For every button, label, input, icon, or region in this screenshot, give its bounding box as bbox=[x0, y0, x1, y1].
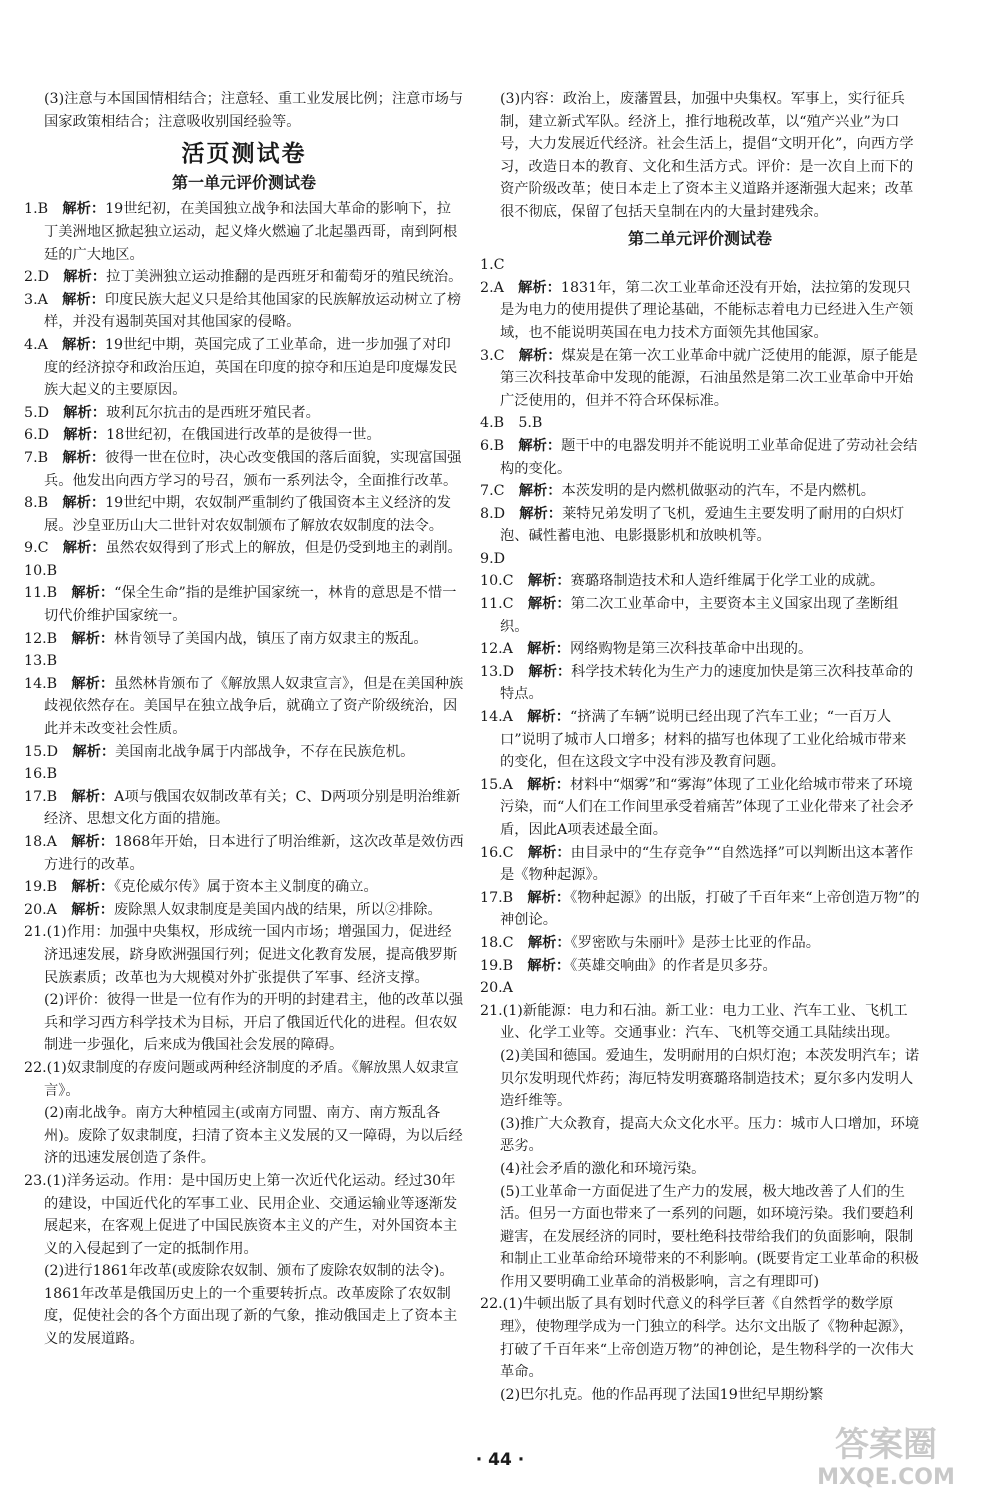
jiexi-label: 解析： bbox=[527, 844, 571, 861]
question-number: 21. bbox=[480, 1002, 503, 1019]
answer-number: 8.D bbox=[480, 505, 506, 522]
answer-item bbox=[480, 435, 920, 480]
answer-number: 6.B bbox=[480, 437, 505, 454]
answer-explanation: 19世纪中期，英国完成了工业革命，进一步加强了对印度的经济掠夺和政治压迫，英国在印度的掠夺和压迫是印度爆发民族大起义的主要原因。 bbox=[44, 336, 458, 399]
jiexi-label: 解析： bbox=[527, 934, 571, 951]
answer-explanation: 莱特兄弟发明了飞机，爱迪生主要发明了耐用的白炽灯泡、碱性蓄电池、电影摄影机和放映机等。 bbox=[500, 505, 905, 545]
answer-item bbox=[24, 582, 464, 627]
answer-number: 20.A bbox=[480, 980, 513, 997]
answer-explanation: A项与俄国农奴制改革有关；C、D两项分别是明治维新经济、思想文化方面的措施。 bbox=[44, 788, 461, 828]
answer-item bbox=[480, 345, 920, 413]
jiexi-label: 解析： bbox=[518, 279, 561, 296]
answer-item bbox=[480, 977, 920, 1000]
answer-item bbox=[480, 887, 920, 932]
question-part bbox=[480, 1113, 920, 1158]
answer-explanation: 题干中的电器发明并不能说明工业革命促进了劳动社会结构的变化。 bbox=[500, 437, 918, 477]
answer-number: 12.A bbox=[480, 641, 513, 658]
question-part bbox=[24, 1057, 464, 1102]
answer-explanation: 《英雄交响曲》的作者是贝多芬。 bbox=[570, 957, 777, 974]
answer-number: 4.A bbox=[24, 336, 48, 353]
answer-item bbox=[24, 899, 464, 922]
answer-item bbox=[24, 650, 464, 673]
answer-explanation: “挤满了车辆”说明已经出现了汽车工业；“一百万人口”说明了城市人口增多；材料的描写也体现了工业化给城市带来的变化，但在这段文字中没有涉及教育问题。 bbox=[500, 709, 907, 771]
answer-explanation: “保全生命”指的是维护国家统一，林肯的意思是不惜一切代价维护国家统一。 bbox=[44, 585, 457, 625]
jiexi-label: 解析： bbox=[518, 437, 562, 454]
answer-number: 10.C bbox=[480, 573, 514, 590]
jiexi-label: 解析： bbox=[527, 776, 570, 793]
unit2-answer-list bbox=[480, 254, 920, 1000]
answer-item bbox=[24, 424, 464, 447]
answer-number: 7.B bbox=[24, 449, 49, 466]
answer-explanation: 林肯领导了美国内战，镇压了南方奴隶主的叛乱。 bbox=[114, 630, 428, 647]
page-number: · 44 · bbox=[475, 1450, 525, 1470]
answer-number: 15.A bbox=[480, 776, 513, 793]
answer-item bbox=[480, 254, 920, 277]
jiexi-label: 解析： bbox=[518, 483, 562, 500]
answer-item bbox=[480, 503, 920, 548]
answer-explanation: 《罗密欧与朱丽叶》是莎士比亚的作品。 bbox=[570, 934, 820, 951]
question-part bbox=[480, 1181, 920, 1294]
answer-item bbox=[480, 593, 920, 638]
jiexi-label: 解析： bbox=[528, 663, 572, 680]
jiexi-label: 解析： bbox=[62, 201, 106, 218]
jiexi-label: 解析： bbox=[71, 630, 115, 647]
question-number: 22. bbox=[24, 1059, 47, 1076]
answer-number: 2.A bbox=[480, 279, 504, 296]
jiexi-label: 解析： bbox=[62, 336, 105, 353]
answer-item bbox=[480, 570, 920, 593]
answer-number: 18.A bbox=[24, 834, 57, 850]
left-column bbox=[24, 88, 464, 1351]
question-part bbox=[480, 1158, 920, 1181]
answer-explanation: 网络购物是第三次科技革命中出现的。 bbox=[569, 641, 813, 658]
jiexi-label: 解析： bbox=[71, 901, 114, 918]
answer-number: 16.B bbox=[24, 766, 58, 783]
answer-explanation: 玻利瓦尔抗击的是西班牙殖民者。 bbox=[106, 404, 320, 421]
jiexi-label: 解析： bbox=[527, 641, 570, 658]
answer-explanation: 《克伦威尔传》属于资本主义制度的确立。 bbox=[114, 879, 378, 896]
answer-item bbox=[480, 412, 920, 435]
question-number: 22. bbox=[480, 1296, 503, 1313]
jiexi-label: 解析： bbox=[62, 291, 105, 308]
answer-explanation: 材料中“烟雾”和“雾海”体现了工业化给城市带来了环境污染，而“人们在工作间里承受着痛苦”体现了工业化带来了社会矛盾，因此A项表述最全面。 bbox=[500, 776, 914, 838]
answer-explanation: 本茨发明的是内燃机做驱动的汽车，不是内燃机。 bbox=[561, 483, 876, 500]
answer-explanation: 赛璐珞制造技术和人造纤维属于化学工业的成就。 bbox=[570, 573, 885, 590]
jiexi-label: 解析： bbox=[71, 585, 115, 602]
jiexi-label: 解析： bbox=[527, 889, 571, 906]
answer-explanation: 18世纪初，在俄国进行改革的是彼得一世。 bbox=[106, 427, 381, 444]
answer-number: 2.D bbox=[24, 269, 50, 286]
unit1-q23 bbox=[24, 1170, 464, 1351]
answer-item bbox=[480, 277, 920, 345]
question-part bbox=[480, 1293, 920, 1383]
answer-explanation: 煤炭是在第一次工业革命中就广泛使用的能源，原子能是第三次科技革命中发现的能源，石油虽然是第二次工业革命中开始广泛使用的，但并不符合环保标准。 bbox=[500, 347, 918, 409]
jiexi-label: 解析： bbox=[62, 449, 106, 466]
question-part bbox=[480, 1045, 920, 1113]
answer-item bbox=[480, 638, 920, 661]
answer-number: 9.C bbox=[24, 540, 49, 557]
answer-explanation: 彼得一世在位时，决心改变俄国的落后面貌，实现富国强兵。他发出向西方学习的号召，颁布一系列法令，全面推行改革。 bbox=[44, 449, 462, 489]
jiexi-label: 解析： bbox=[71, 675, 115, 692]
watermark-line1: 答案圈 bbox=[835, 1425, 937, 1465]
answer-item bbox=[24, 876, 464, 899]
jiexi-label: 解析： bbox=[527, 596, 571, 613]
answer-explanation: 拉丁美洲独立运动推翻的是西班牙和葡萄牙的殖民统治。 bbox=[106, 269, 463, 286]
answer-item bbox=[24, 831, 464, 876]
answer-explanation: 虽然林肯颁布了《解放黑人奴隶宣言》，但是在美国种族歧视依然存在。美国早在独立战争后，就确立了资产阶级统治，因此并未改变社会性质。 bbox=[44, 675, 464, 738]
question-part bbox=[24, 1170, 464, 1260]
answer-number: 16.C bbox=[480, 844, 514, 861]
left-intro: (3)注意与本国国情相结合；注意轻、重工业发展比例；注意市场与国家政策相结合；注意吸收别国经验等。 bbox=[44, 91, 464, 130]
answer-number: 20.A bbox=[24, 901, 57, 918]
answer-item bbox=[24, 763, 464, 786]
answer-item bbox=[480, 548, 920, 571]
answer-item bbox=[480, 955, 920, 978]
question-part-text: (2)评价：彼得一世是一位有作为的开明的封建君主，他的改革以强兵和学习西方科学技术为目标，开启了俄国近代化的进程。但农奴制进一步强化，后来成为俄国社会发展的障碍。 bbox=[44, 992, 464, 1054]
answer-number: 8.B bbox=[24, 495, 49, 512]
question-part-text: (1)作用：加强中央集权，形成统一国内市场；增强国力，促进经济迅速发展，跻身欧洲强国行列；促进文化教育发展，提高俄罗斯民族素质；改革也为大规模对外扩张提供了军事、经济支撑。 bbox=[44, 924, 458, 986]
unit1-q21 bbox=[24, 921, 464, 1057]
answer-number: 4.B 5.B bbox=[480, 415, 543, 432]
question-part-text: (3)推广大众教育，提高大众文化水平。压力：城市人口增加，环境恶劣。 bbox=[500, 1115, 920, 1155]
answer-explanation: 印度民族大起义只是给其他国家的民族解放运动树立了榜样，并没有遏制英国对其他国家的侵略。 bbox=[44, 291, 462, 331]
question-part-text: (1)新能源：电力和石油。新工业：电力工业、汽车工业、飞机工业、化学工业等。交通事业：汽车、飞机等交通工具陆续出现。 bbox=[500, 1002, 908, 1042]
answer-number: 12.B bbox=[24, 630, 58, 647]
jiexi-label: 解析： bbox=[63, 427, 107, 444]
answer-number: 6.D bbox=[24, 427, 50, 444]
answer-item bbox=[24, 786, 464, 831]
answer-item bbox=[480, 706, 920, 774]
answer-number: 3.C bbox=[480, 347, 505, 364]
answer-item bbox=[24, 741, 464, 764]
question-number: 23. bbox=[24, 1172, 47, 1189]
question-part bbox=[24, 1260, 464, 1350]
question-part-text: (1)牛顿出版了具有划时代意义的科学巨著《自然哲学的数学原理》，使物理学成为一门独立的科学。达尔文出版了《物种起源》，打破了千百年来“上帝创造万物”的神创论，是生物科学的一次伟大革命。 bbox=[500, 1296, 914, 1381]
jiexi-label: 解析： bbox=[527, 957, 571, 974]
jiexi-label: 解析： bbox=[71, 834, 114, 850]
answer-number: 17.B bbox=[480, 889, 514, 906]
unit1-q22 bbox=[24, 1057, 464, 1170]
answer-number: 18.C bbox=[480, 934, 514, 951]
jiexi-label: 解析： bbox=[527, 573, 571, 590]
question-part-text: (1)奴隶制度的存废问题或两种经济制度的矛盾。《解放黑人奴隶宣言》。 bbox=[44, 1059, 459, 1099]
question-part-text: (5)工业革命一方面促进了生产力的发展，极大地改善了人们的生活。但另一方面也带来了一系列的问题，如环境污染。我们要趋利避害，在发展经济的同时，要杜绝科技带给我们的负面影响，限制和制止工业革命给环境带来的不利影响。(既要肯定工业革命的积极作用又要明确工业革命的消极影响，言之有理即可) bbox=[500, 1183, 919, 1290]
jiexi-label: 解析： bbox=[518, 347, 562, 364]
answer-explanation: 1831年，第二次工业革命还没有开始，法拉第的发现只是为电力的使用提供了理论基础，不能标志着电力已经进入生产领域，也不能说明英国在电力技术方面领先其他国家。 bbox=[500, 279, 914, 341]
question-number: 21. bbox=[24, 924, 47, 941]
right-column bbox=[480, 88, 920, 1406]
question-part bbox=[24, 1102, 464, 1170]
answer-item bbox=[480, 661, 920, 706]
answer-explanation: 第二次工业革命中，主要资本主义国家出现了垄断组织。 bbox=[500, 596, 899, 635]
question-part-text: (4)社会矛盾的激化和环境污染。 bbox=[500, 1160, 706, 1177]
answer-number: 13.B bbox=[24, 653, 58, 670]
unit1-answer-list bbox=[24, 198, 464, 921]
answer-item bbox=[24, 266, 464, 289]
answer-item bbox=[480, 480, 920, 503]
jiexi-label: 解析： bbox=[519, 505, 563, 522]
answer-number: 1.B bbox=[24, 201, 49, 218]
answer-explanation: 科学技术转化为生产力的速度加快是第三次科技革命的特点。 bbox=[500, 663, 914, 703]
answer-number: 11.C bbox=[480, 596, 514, 613]
answer-item bbox=[24, 402, 464, 425]
question-part-text: (2)南北战争。南方大种植园主(或南方同盟、南方、南方叛乱各州)。废除了奴隶制度，扫清了资本主义发展的又一障碍，为以后经济的迅速发展创造了条件。 bbox=[44, 1105, 463, 1167]
answer-item bbox=[24, 673, 464, 741]
answer-item bbox=[24, 289, 464, 334]
answer-item bbox=[24, 198, 464, 266]
question-part-text: (1)洋务运动。作用：是中国历史上第一次近代化运动。经过30年的建设，中国近代化的军事工业、民用企业、交通运输业等逐渐发展起来，在客观上促进了中国民族资本主义的产生，对外国资本主义的入侵起到了一定的抵制作用。 bbox=[44, 1172, 458, 1257]
answer-item bbox=[480, 774, 920, 842]
section-title-unit1: 第一单元评价测试卷 bbox=[171, 172, 316, 192]
answer-number: 9.D bbox=[480, 550, 506, 567]
watermark-logo bbox=[786, 1416, 986, 1490]
answer-item bbox=[480, 842, 920, 887]
answer-number: 19.B bbox=[480, 957, 514, 974]
watermark-line2: MXQE.COM bbox=[817, 1465, 955, 1490]
answer-explanation: 19世纪初，在美国独立战争和法国大革命的影响下，拉丁美洲地区掀起独立运动，起义烽火燃遍了北起墨西哥，南到阿根廷的广大地区。 bbox=[44, 201, 458, 263]
main-title: 活页测试卷 bbox=[181, 141, 307, 168]
answer-item bbox=[480, 932, 920, 955]
jiexi-label: 解析： bbox=[72, 743, 116, 760]
answer-number: 7.C bbox=[480, 483, 505, 500]
question-part bbox=[480, 1000, 920, 1045]
answer-explanation: 虽然农奴得到了形式上的解放，但是仍受到地主的剥削。 bbox=[105, 540, 462, 557]
question-part-text: (2)巴尔扎克。他的作品再现了法国19世纪早期纷繁 bbox=[500, 1386, 824, 1403]
answer-number: 17.B bbox=[24, 788, 58, 805]
answer-item bbox=[24, 492, 464, 537]
question-part bbox=[24, 921, 464, 989]
answer-number: 14.B bbox=[24, 675, 58, 692]
jiexi-label: 解析： bbox=[62, 495, 106, 512]
unit2-q21 bbox=[480, 1000, 920, 1294]
answer-number: 3.A bbox=[24, 291, 48, 308]
question-part-text: (2)美国和德国。爱迪生，发明耐用的白炽灯泡；本茨发明汽车；诺贝尔发明现代炸药；海厄特发明赛璐珞制造技术；夏尔多内发明人造纤维等。 bbox=[500, 1047, 920, 1110]
jiexi-label: 解析： bbox=[527, 709, 570, 726]
question-part-text: (2)进行1861年改革(或废除农奴制、颁布了废除农奴制的法令)。1861年改革是俄国历史上的一个重要转折点。改革废除了农奴制度，促使社会的各个方面出现了新的气象，推动俄国走上了资本主义的发展道路。 bbox=[44, 1263, 458, 1348]
answer-explanation: 美国南北战争属于内部战争，不存在民族危机。 bbox=[115, 743, 415, 760]
answer-number: 5.D bbox=[24, 404, 50, 421]
question-part bbox=[24, 989, 464, 1057]
jiexi-label: 解析： bbox=[71, 788, 115, 805]
answer-number: 19.B bbox=[24, 879, 58, 896]
answer-number: 15.D bbox=[24, 743, 59, 760]
answer-number: 13.D bbox=[480, 663, 515, 680]
jiexi-label: 解析： bbox=[71, 879, 115, 896]
answer-explanation: 由目录中的“生存竞争”“自然选择”可以判断出这本著作是《物种起源》。 bbox=[500, 844, 914, 884]
section-title-unit2: 第二单元评价测试卷 bbox=[627, 228, 772, 248]
answer-explanation: 《物种起源》的出版，打破了千百年来“上帝创造万物”的神创论。 bbox=[500, 889, 920, 929]
answer-item bbox=[24, 628, 464, 651]
answer-number: 1.C bbox=[480, 257, 505, 274]
question-part bbox=[480, 1384, 920, 1407]
answer-number: 10.B bbox=[24, 562, 58, 579]
right-intro: (3)内容：政治上，废藩置县，加强中央集权。军事上，实行征兵制，建立新式军队。经济上，推行地税改革，以“殖产兴业”为口号，大力发展近代经济。社会生活上，提倡“文明开化”，向西方学习，改造日本的教育、文化和生活方式。评价：是一次自上而下的资产阶级改革；使日本走上了资本主义道路并逐渐强大起来；改革很不彻底，保留了包括天皇制在内的大量封建残余。 bbox=[500, 91, 914, 220]
answer-item bbox=[24, 334, 464, 402]
answer-explanation: 1868年开始，日本进行了明治维新，这次改革是效仿西方进行的改革。 bbox=[44, 834, 464, 873]
answer-item bbox=[24, 560, 464, 583]
answer-number: 14.A bbox=[480, 709, 513, 726]
answer-number: 11.B bbox=[24, 585, 58, 602]
answer-item bbox=[24, 537, 464, 560]
answer-explanation: 19世纪中期，农奴制严重制约了俄国资本主义经济的发展。沙皇亚历山大二世针对农奴制颁布了解放农奴制度的法令。 bbox=[44, 495, 451, 534]
answer-item bbox=[24, 447, 464, 492]
answer-explanation: 废除黑人奴隶制度是美国内战的结果，所以②排除。 bbox=[113, 901, 442, 918]
jiexi-label: 解析： bbox=[62, 540, 106, 557]
jiexi-label: 解析： bbox=[63, 269, 107, 286]
unit2-q22 bbox=[480, 1293, 920, 1406]
jiexi-label: 解析： bbox=[63, 404, 107, 421]
